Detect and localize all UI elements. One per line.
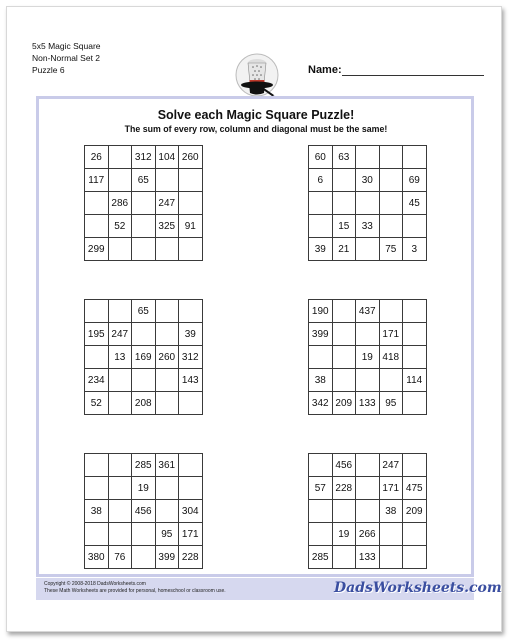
empty-cell[interactable] [379, 192, 403, 215]
empty-cell[interactable] [155, 392, 179, 415]
empty-cell[interactable] [403, 323, 427, 346]
given-cell: 114 [403, 369, 427, 392]
given-cell: 69 [403, 169, 427, 192]
grid-row [309, 192, 427, 215]
grid-row [309, 454, 427, 477]
empty-cell[interactable] [332, 346, 356, 369]
empty-cell[interactable] [309, 215, 333, 238]
empty-cell[interactable] [332, 546, 356, 569]
empty-cell[interactable] [108, 392, 132, 415]
given-cell: 45 [403, 192, 427, 215]
grid-row [85, 146, 203, 169]
empty-cell[interactable] [132, 215, 156, 238]
empty-cell[interactable] [179, 454, 203, 477]
given-cell: 266 [356, 523, 380, 546]
grid-row [85, 215, 203, 238]
given-cell: 3 [403, 238, 427, 261]
given-cell: 19 [132, 477, 156, 500]
grid-row [309, 369, 427, 392]
empty-cell[interactable] [332, 500, 356, 523]
given-cell: 209 [332, 392, 356, 415]
footer-text [44, 581, 226, 595]
copyright-text: Copyright © 2008-2018 DadsWorksheets.com [44, 581, 146, 587]
empty-cell[interactable] [403, 300, 427, 323]
given-cell: 312 [179, 346, 203, 369]
empty-cell[interactable] [179, 169, 203, 192]
grid-row [309, 346, 427, 369]
worksheet-type: 5x5 Magic Square [32, 41, 101, 51]
empty-cell[interactable] [356, 454, 380, 477]
grid-row [309, 169, 427, 192]
given-cell: 380 [85, 546, 109, 569]
given-cell: 95 [155, 523, 179, 546]
empty-cell[interactable] [332, 369, 356, 392]
empty-cell[interactable] [155, 238, 179, 261]
given-cell: 117 [85, 169, 109, 192]
given-cell: 342 [309, 392, 333, 415]
given-cell: 418 [379, 346, 403, 369]
grid-row [309, 300, 427, 323]
given-cell: 209 [403, 500, 427, 523]
instructions-title: Solve each Magic Square Puzzle! [157, 108, 355, 122]
given-cell: 15 [332, 215, 356, 238]
magic-square-2 [308, 145, 427, 261]
empty-cell[interactable] [356, 323, 380, 346]
grid-row [85, 238, 203, 261]
empty-cell[interactable] [179, 238, 203, 261]
empty-cell[interactable] [85, 346, 109, 369]
grid-row [85, 369, 203, 392]
given-cell: 437 [356, 300, 380, 323]
empty-cell[interactable] [108, 477, 132, 500]
given-cell: 208 [132, 392, 156, 415]
given-cell: 304 [179, 500, 203, 523]
magic-square-4 [308, 299, 427, 415]
given-cell: 286 [108, 192, 132, 215]
empty-cell[interactable] [309, 192, 333, 215]
given-cell: 19 [356, 346, 380, 369]
given-cell: 285 [309, 546, 333, 569]
empty-cell[interactable] [108, 523, 132, 546]
given-cell: 52 [108, 215, 132, 238]
grid-row [309, 238, 427, 261]
empty-cell[interactable] [85, 300, 109, 323]
empty-cell[interactable] [179, 392, 203, 415]
given-cell: 13 [108, 346, 132, 369]
given-cell: 299 [85, 238, 109, 261]
usage-note: These Math Worksheets are provided for personal, homeschool or classroom use. [44, 588, 226, 594]
empty-cell[interactable] [332, 323, 356, 346]
given-cell: 399 [155, 546, 179, 569]
empty-cell[interactable] [356, 146, 380, 169]
grid-row [309, 146, 427, 169]
worksheet-info [32, 40, 101, 76]
given-cell: 195 [85, 323, 109, 346]
grid-row [85, 192, 203, 215]
empty-cell[interactable] [332, 169, 356, 192]
brand-logo: DadsWorksheets.com [334, 580, 502, 596]
grid-row [85, 477, 203, 500]
given-cell: 456 [332, 454, 356, 477]
empty-cell[interactable] [356, 500, 380, 523]
worksheet-set: Non-Normal Set 2 [32, 53, 101, 63]
grid-row [309, 477, 427, 500]
empty-cell[interactable] [332, 300, 356, 323]
given-cell: 312 [132, 146, 156, 169]
given-cell: 75 [379, 238, 403, 261]
empty-cell[interactable] [403, 215, 427, 238]
given-cell: 260 [179, 146, 203, 169]
given-cell: 39 [309, 238, 333, 261]
empty-cell[interactable] [403, 523, 427, 546]
given-cell: 39 [179, 323, 203, 346]
grid-row [85, 454, 203, 477]
empty-cell[interactable] [379, 369, 403, 392]
empty-cell[interactable] [356, 369, 380, 392]
empty-cell[interactable] [85, 523, 109, 546]
given-cell: 104 [155, 146, 179, 169]
given-cell: 247 [155, 192, 179, 215]
instructions-subtitle: The sum of every row, column and diagonal must be the same! [124, 124, 388, 134]
magic-square-1 [84, 145, 203, 261]
empty-cell[interactable] [108, 169, 132, 192]
given-cell: 143 [179, 369, 203, 392]
empty-cell[interactable] [403, 146, 427, 169]
given-cell: 6 [309, 169, 333, 192]
name-field-line[interactable] [342, 75, 484, 76]
empty-cell[interactable] [108, 369, 132, 392]
empty-cell[interactable] [379, 146, 403, 169]
empty-cell[interactable] [132, 369, 156, 392]
grid-row [309, 546, 427, 569]
grid-row [309, 523, 427, 546]
given-cell: 57 [309, 477, 333, 500]
given-cell: 285 [132, 454, 156, 477]
magic-square-5 [84, 453, 203, 569]
empty-cell[interactable] [132, 523, 156, 546]
empty-cell[interactable] [309, 523, 333, 546]
given-cell: 247 [379, 454, 403, 477]
empty-cell[interactable] [403, 392, 427, 415]
empty-cell[interactable] [356, 238, 380, 261]
grid-row [85, 392, 203, 415]
given-cell: 133 [356, 392, 380, 415]
empty-cell[interactable] [132, 546, 156, 569]
empty-cell[interactable] [403, 454, 427, 477]
empty-cell[interactable] [309, 346, 333, 369]
empty-cell[interactable] [85, 215, 109, 238]
empty-cell[interactable] [179, 300, 203, 323]
empty-cell[interactable] [108, 238, 132, 261]
empty-cell[interactable] [108, 454, 132, 477]
given-cell: 30 [356, 169, 380, 192]
empty-cell[interactable] [179, 192, 203, 215]
empty-cell[interactable] [108, 146, 132, 169]
empty-cell[interactable] [379, 546, 403, 569]
empty-cell[interactable] [155, 500, 179, 523]
given-cell: 171 [379, 477, 403, 500]
given-cell: 65 [132, 169, 156, 192]
empty-cell[interactable] [379, 300, 403, 323]
empty-cell[interactable] [85, 192, 109, 215]
given-cell: 171 [379, 323, 403, 346]
magic-square-3 [84, 299, 203, 415]
empty-cell[interactable] [85, 454, 109, 477]
given-cell: 171 [179, 523, 203, 546]
empty-cell[interactable] [132, 238, 156, 261]
empty-cell[interactable] [309, 500, 333, 523]
given-cell: 260 [155, 346, 179, 369]
puzzle-number: Puzzle 6 [32, 65, 65, 75]
empty-cell[interactable] [155, 477, 179, 500]
grid-row [85, 346, 203, 369]
empty-cell[interactable] [155, 300, 179, 323]
given-cell: 399 [309, 323, 333, 346]
given-cell: 325 [155, 215, 179, 238]
given-cell: 361 [155, 454, 179, 477]
empty-cell[interactable] [356, 192, 380, 215]
empty-cell[interactable] [155, 323, 179, 346]
name-label: Name: [308, 64, 342, 76]
given-cell: 247 [108, 323, 132, 346]
grid-row [85, 323, 203, 346]
empty-cell[interactable] [155, 169, 179, 192]
given-cell: 456 [132, 500, 156, 523]
grid-row [309, 500, 427, 523]
grid-row [85, 169, 203, 192]
grid-row [85, 523, 203, 546]
given-cell: 228 [179, 546, 203, 569]
given-cell: 19 [332, 523, 356, 546]
grid-row [309, 215, 427, 238]
given-cell: 95 [379, 392, 403, 415]
empty-cell[interactable] [403, 546, 427, 569]
empty-cell[interactable] [309, 454, 333, 477]
given-cell: 190 [309, 300, 333, 323]
empty-cell[interactable] [403, 346, 427, 369]
empty-cell[interactable] [379, 215, 403, 238]
grid-row [309, 392, 427, 415]
given-cell: 38 [309, 369, 333, 392]
given-cell: 169 [132, 346, 156, 369]
empty-cell[interactable] [132, 323, 156, 346]
given-cell: 33 [356, 215, 380, 238]
given-cell: 76 [108, 546, 132, 569]
given-cell: 26 [85, 146, 109, 169]
given-cell: 21 [332, 238, 356, 261]
grid-row [85, 500, 203, 523]
magic-square-6 [308, 453, 427, 569]
grid-row [85, 546, 203, 569]
empty-cell[interactable] [356, 477, 380, 500]
given-cell: 60 [309, 146, 333, 169]
given-cell: 91 [179, 215, 203, 238]
given-cell: 63 [332, 146, 356, 169]
empty-cell[interactable] [179, 477, 203, 500]
given-cell: 475 [403, 477, 427, 500]
empty-cell[interactable] [155, 369, 179, 392]
given-cell: 52 [85, 392, 109, 415]
given-cell: 38 [379, 500, 403, 523]
given-cell: 133 [356, 546, 380, 569]
given-cell: 38 [85, 500, 109, 523]
empty-cell[interactable] [108, 300, 132, 323]
grid-row [85, 300, 203, 323]
empty-cell[interactable] [332, 192, 356, 215]
given-cell: 228 [332, 477, 356, 500]
empty-cell[interactable] [379, 523, 403, 546]
given-cell: 234 [85, 369, 109, 392]
empty-cell[interactable] [85, 477, 109, 500]
empty-cell[interactable] [108, 500, 132, 523]
empty-cell[interactable] [132, 192, 156, 215]
given-cell: 65 [132, 300, 156, 323]
empty-cell[interactable] [379, 169, 403, 192]
grid-row [309, 323, 427, 346]
